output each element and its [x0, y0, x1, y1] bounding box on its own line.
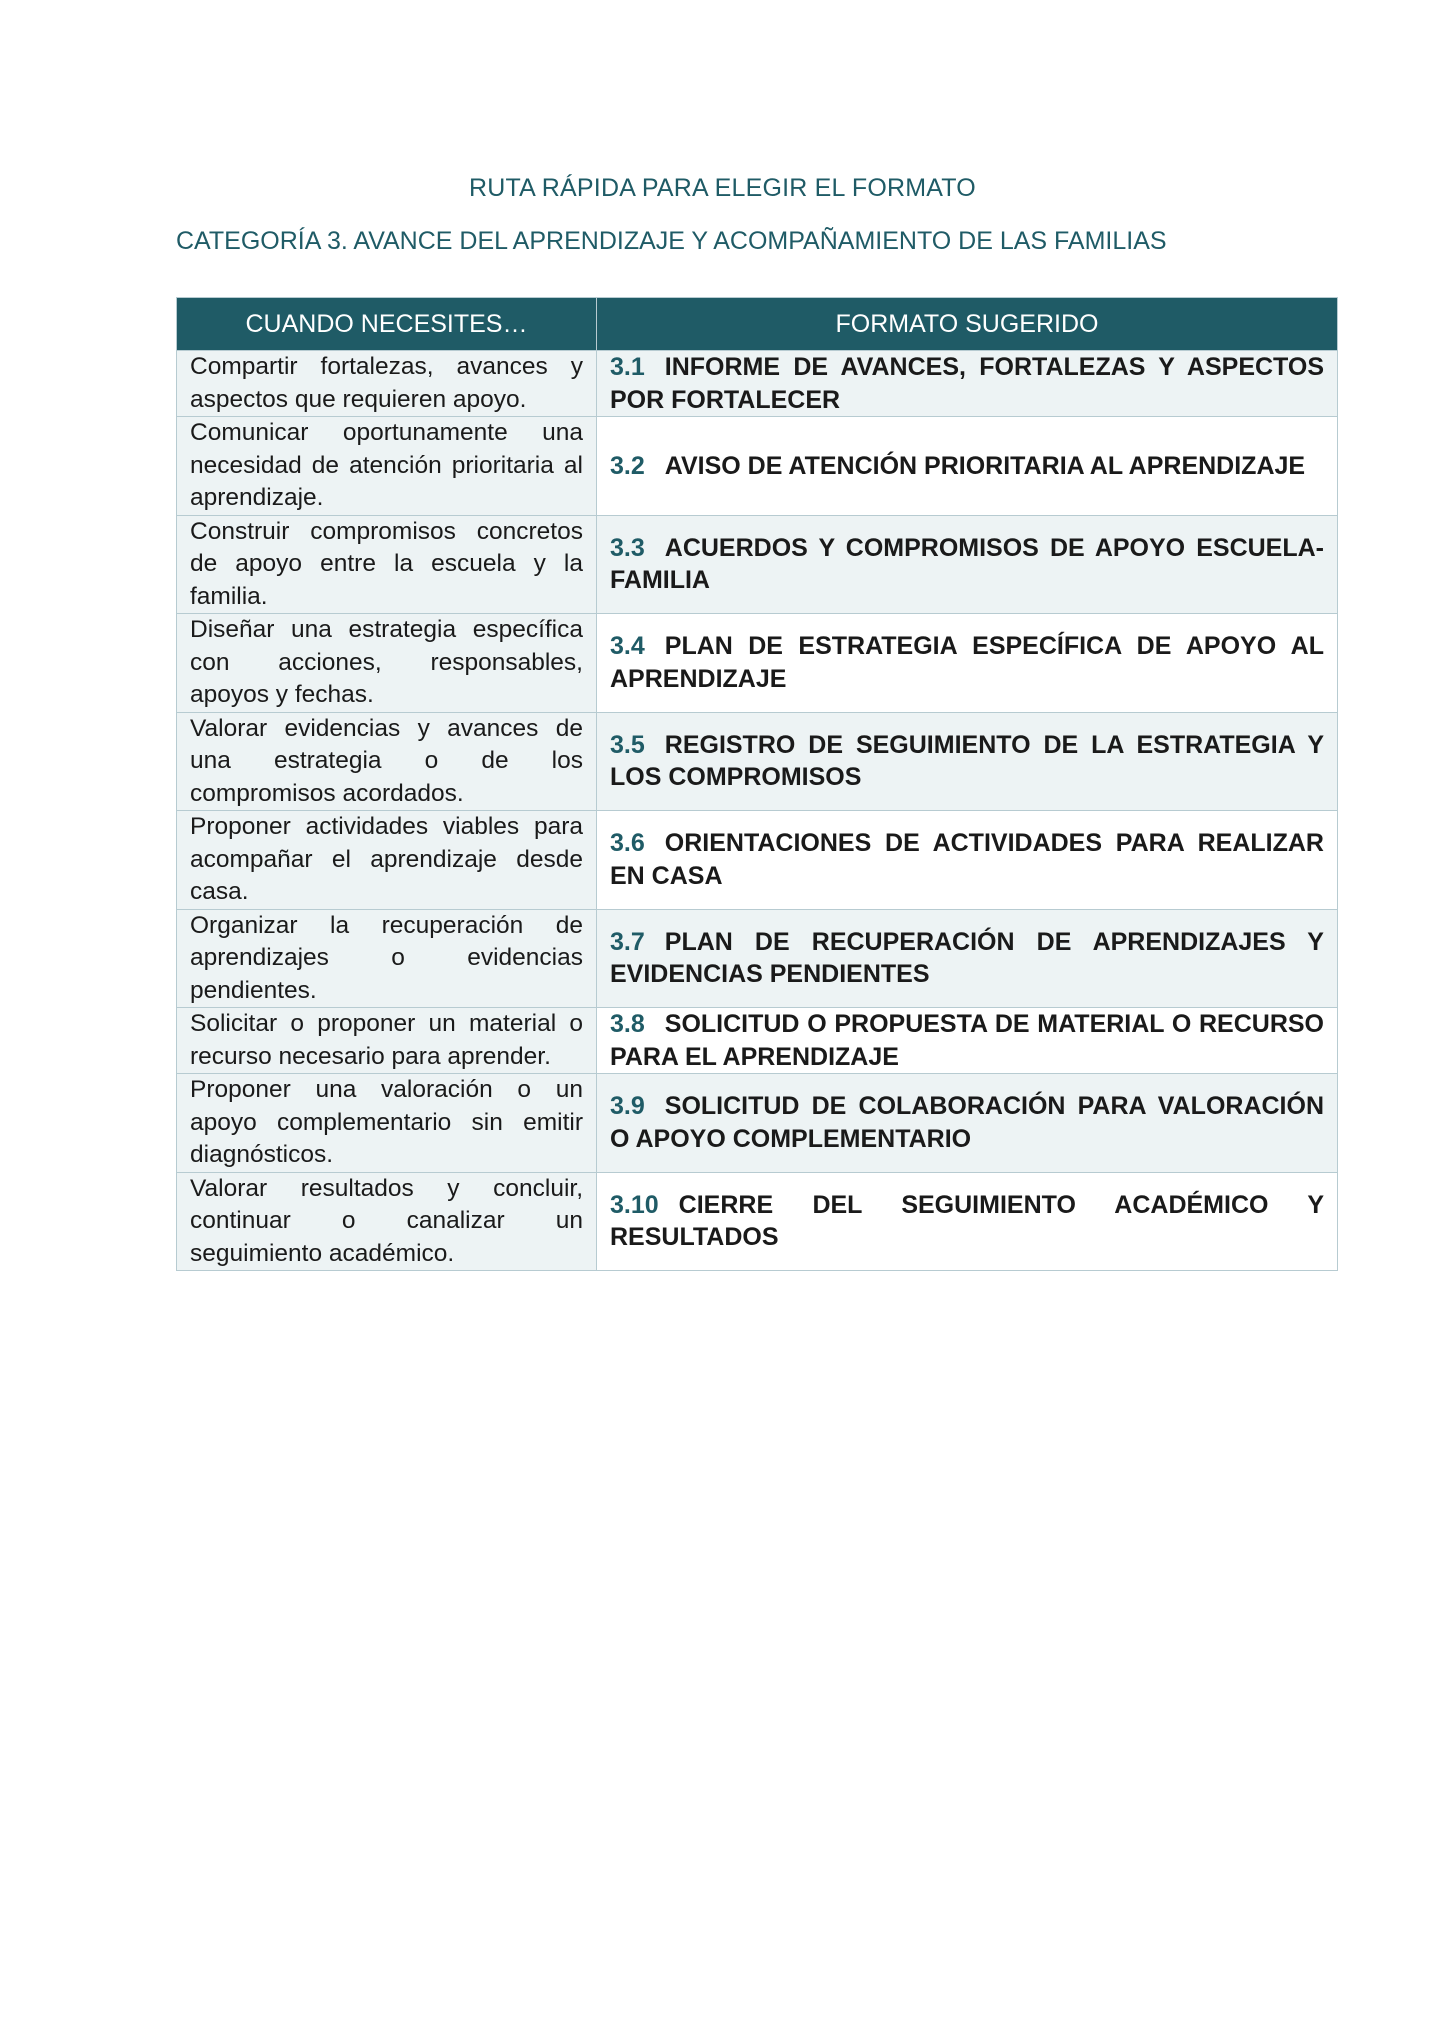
format-cell: [597, 811, 1338, 910]
header-format: FORMATO SUGERIDO: [597, 298, 1338, 351]
header-need: CUANDO NECESITES…: [177, 298, 597, 351]
format-code: 3.9: [610, 1092, 645, 1121]
format-name: REGISTRO DE SEGUIMIENTO DE LA ESTRATEGIA Y LOS COMPROMISOS: [610, 730, 1324, 792]
format-name: INFORME DE AVANCES, FORTALEZAS Y ASPECTOS POR FORTALECER: [610, 353, 1324, 414]
need-cell: Solicitar o proponer un material o recurso necesario para aprender.: [177, 1008, 597, 1074]
table-row: [177, 351, 1338, 417]
category-title: CATEGORÍA 3. AVANCE DEL APRENDIZAJE Y ACOMPAÑAMIENTO DE LAS FAMILIAS: [176, 227, 1167, 255]
format-name: SOLICITUD O PROPUESTA DE MATERIAL O RECURSO PARA EL APRENDIZAJE: [610, 1010, 1324, 1071]
format-name: AVISO DE ATENCIÓN PRIORITARIA AL APRENDIZAJE: [664, 451, 1306, 480]
format-cell: [597, 614, 1338, 713]
format-code: 3.4: [610, 632, 645, 661]
need-cell: Comunicar oportunamente una necesidad de atención prioritaria al aprendizaje.: [177, 417, 597, 516]
format-code: 3.7: [610, 927, 645, 956]
format-code: 3.3: [610, 533, 645, 562]
need-cell: Organizar la recuperación de aprendizajes o evidencias pendientes.: [177, 909, 597, 1008]
format-cell: [597, 417, 1338, 516]
format-name: ORIENTACIONES DE ACTIVIDADES PARA REALIZAR EN CASA: [610, 829, 1324, 890]
format-cell: [597, 515, 1338, 614]
format-cell: [597, 1008, 1338, 1074]
format-cell: [597, 1172, 1338, 1271]
format-code: 3.8: [610, 1010, 645, 1038]
format-name: PLAN DE ESTRATEGIA ESPECÍFICA DE APOYO AL APRENDIZAJE: [610, 632, 1324, 693]
need-cell: Proponer actividades viables para acompañar el aprendizaje desde casa.: [177, 811, 597, 910]
table-row: [177, 1008, 1338, 1074]
format-code: 3.6: [610, 829, 645, 858]
format-name: PLAN DE RECUPERACIÓN DE APRENDIZAJES Y EVIDENCIAS PENDIENTES: [610, 927, 1324, 989]
table-row: [177, 811, 1338, 910]
format-cell: [597, 712, 1338, 811]
need-cell: Compartir fortalezas, avances y aspectos que requieren apoyo.: [177, 351, 597, 417]
page-title: RUTA RÁPIDA PARA ELEGIR EL FORMATO: [469, 174, 976, 202]
format-name: ACUERDOS Y COMPROMISOS DE APOYO ESCUELA-FAMILIA: [610, 533, 1324, 595]
format-code: 3.1: [610, 353, 645, 381]
format-name: CIERRE DEL SEGUIMIENTO ACADÉMICO Y RESULTADOS: [610, 1190, 1324, 1252]
format-name: SOLICITUD DE COLABORACIÓN PARA VALORACIÓN O APOYO COMPLEMENTARIO: [610, 1092, 1324, 1153]
table-row: [177, 515, 1338, 614]
table-row: [177, 417, 1338, 516]
need-cell: Valorar evidencias y avances de una estrategia o de los compromisos acordados.: [177, 712, 597, 811]
table-header-row: [177, 298, 1338, 351]
need-cell: Proponer una valoración o un apoyo complementario sin emitir diagnósticos.: [177, 1074, 597, 1173]
format-code: 3.10: [610, 1190, 659, 1219]
need-cell: Diseñar una estrategia específica con acciones, responsables, apoyos y fechas.: [177, 614, 597, 713]
format-table: [176, 297, 1338, 1271]
format-cell: [597, 909, 1338, 1008]
need-cell: Valorar resultados y concluir, continuar o canalizar un seguimiento académico.: [177, 1172, 597, 1271]
format-code: 3.2: [610, 451, 645, 480]
format-code: 3.5: [610, 730, 645, 759]
table-row: [177, 712, 1338, 811]
need-cell: Construir compromisos concretos de apoyo entre la escuela y la familia.: [177, 515, 597, 614]
table-row: [177, 1172, 1338, 1271]
table-row: [177, 1074, 1338, 1173]
table-row: [177, 614, 1338, 713]
format-cell: [597, 351, 1338, 417]
format-cell: [597, 1074, 1338, 1173]
table-row: [177, 909, 1338, 1008]
